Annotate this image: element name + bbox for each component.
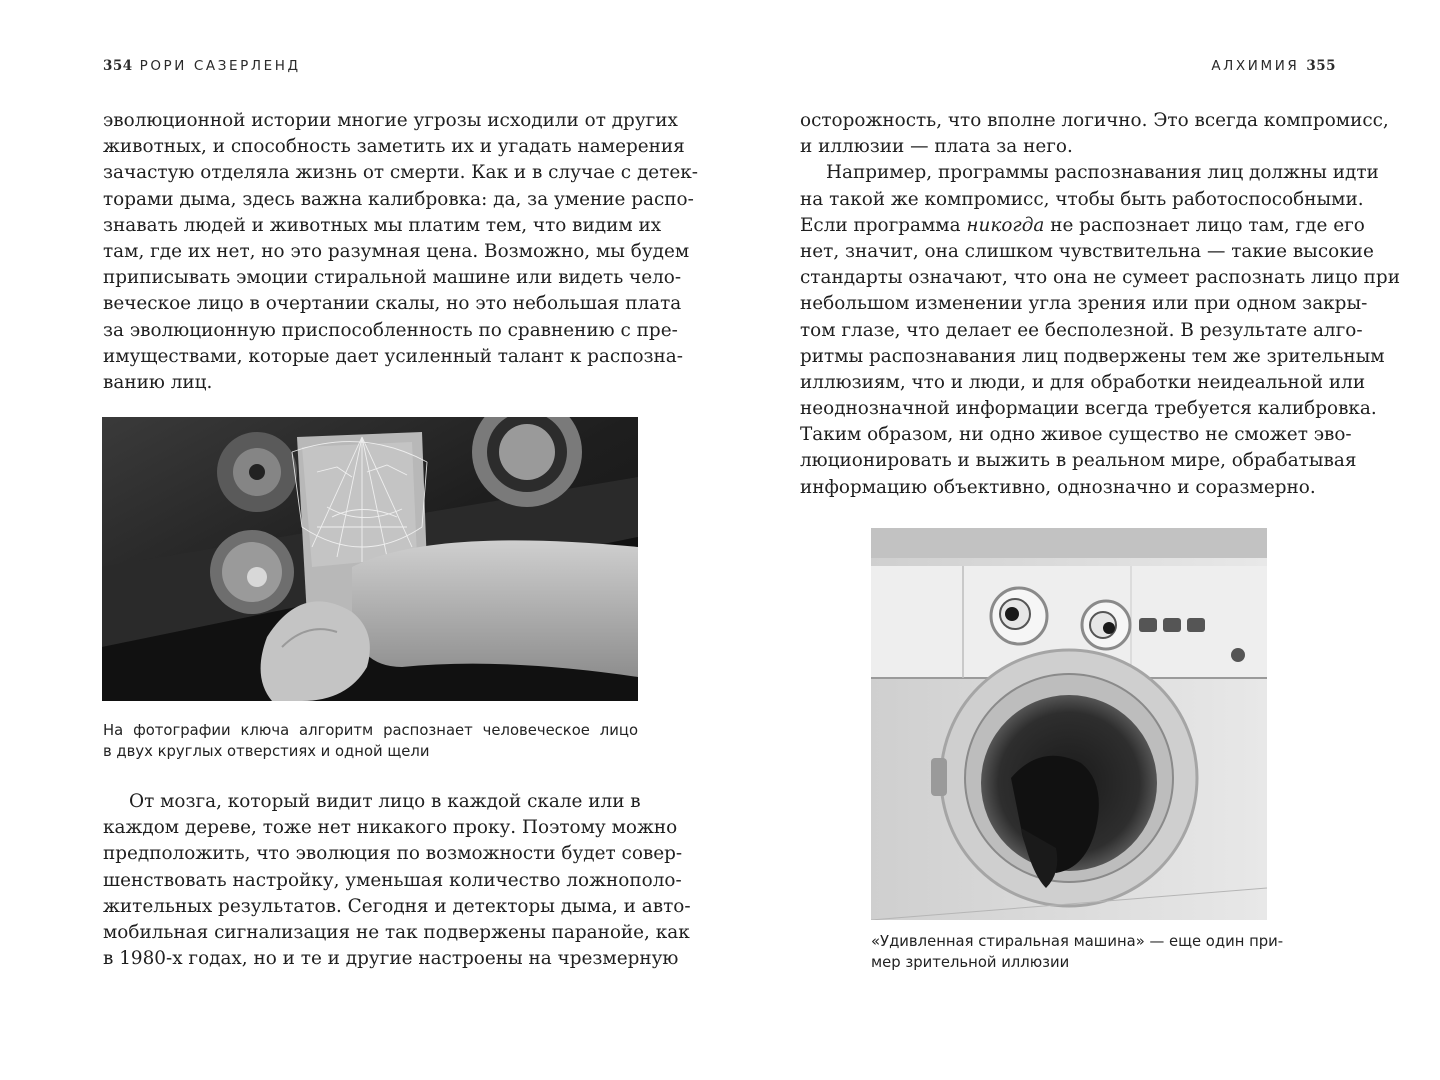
text-line: эволюционной истории многие угрозы исходили от других (103, 110, 678, 131)
running-head-left (103, 58, 301, 74)
washing-machine-photo (871, 528, 1267, 920)
running-head-right (1211, 58, 1336, 74)
text-line: там, где их нет, но это разумная цена. Возможно, мы будем (103, 240, 690, 262)
text-line: небольшом изменении угла зрения или при одном закры- (800, 293, 1368, 315)
emphasis-word: никогда (966, 214, 1045, 236)
caption-line: мер зрительной иллюзии (871, 954, 1070, 971)
text-line: в 1980-х годах, но и те и другие настроены на чрезмерную (103, 948, 679, 970)
text-line-with-emphasis (800, 213, 1365, 239)
text-line: зачастую отделяла жизнь от смерти. Как и в случае с детек- (103, 162, 698, 184)
text-line: информацию объективно, однозначно и соразмерно. (800, 476, 1316, 498)
page-number-right: 355 (1306, 58, 1336, 74)
text-line: жительных результатов. Сегодня и детекторы дыма, и авто- (103, 895, 691, 917)
text-line: на такой же компромисс, чтобы быть работоспособными. (800, 188, 1364, 210)
text-line: мобильная сигнализация не так подвержены паранойе, как (103, 921, 690, 943)
right-page (720, 0, 1440, 1080)
text-line: осторожность, что вполне логично. Это всегда компромисс, (800, 110, 1389, 131)
text-line: животных, и способность заметить их и угадать намерения (103, 136, 685, 158)
text-fragment: Если программа (800, 214, 967, 236)
book-title: АЛХИМИЯ (1211, 58, 1300, 74)
text-line: шенствовать настройку, уменьшая количество ложнополо- (103, 869, 682, 891)
left-figure-caption (103, 720, 638, 762)
author-name: РОРИ САЗЕРЛЕНД (139, 58, 301, 74)
text-line: люционировать и выжить в реальном мире, обрабатывая (800, 450, 1357, 472)
text-line: и иллюзии — плата за него. (800, 136, 1073, 158)
text-line: имуществами, которые дает усиленный талант к распозна- (103, 345, 683, 367)
text-fragment: не распознает лицо там, где его (1044, 214, 1365, 236)
caption-line: «Удивленная стиральная машина» — еще один при- (871, 933, 1284, 950)
right-figure-caption (871, 931, 1284, 973)
text-line: Таким образом, ни одно живое существо не сможет эво- (800, 424, 1352, 446)
text-line: том глазе, что делает ее бесполезной. В результате алго- (800, 319, 1363, 341)
text-line: веческое лицо в очертании скалы, но это небольшая плата (103, 293, 682, 315)
key-face-photo (102, 417, 638, 701)
text-line: приписывать эмоции стиральной машине или видеть чело- (103, 267, 682, 289)
text-line: торами дыма, здесь важна калибровка: да, за умение распо- (103, 188, 694, 210)
text-line: нет, значит, она слишком чувствительна — такие высокие (800, 240, 1374, 262)
page-number-left: 354 (103, 58, 133, 74)
text-line: каждом дереве, тоже нет никакого проку. Поэтому можно (103, 817, 678, 839)
text-line: От мозга, который видит лицо в каждой скале или в (129, 791, 641, 812)
text-line: стандарты означают, что она не сумеет распознать лицо при (800, 267, 1400, 289)
text-line: ванию лиц. (103, 371, 213, 393)
caption-line: На фотографии ключа алгоритм распознает человеческое лицо (103, 722, 638, 739)
text-line: иллюзиям, что и люди, и для обработки неидеальной или (800, 371, 1366, 393)
text-line: знавать людей и животных мы платим тем, что видим их (103, 214, 662, 236)
text-line: ритмы распознавания лиц подвержены тем же зрительным (800, 345, 1385, 367)
caption-line: в двух круглых отверстиях и одной щели (103, 743, 430, 760)
right-text (800, 108, 1400, 501)
left-paragraph-2 (103, 789, 691, 972)
text-line: предположить, что эволюция по возможности будет совер- (103, 843, 683, 865)
text-line: Например, программы распознавания лиц должны идти (826, 162, 1379, 184)
text-line: неоднозначной информации всегда требуется калибровка. (800, 398, 1377, 420)
text-line: за эволюционную приспособленность по сравнению с пре- (103, 319, 678, 341)
left-paragraph-1 (103, 108, 698, 396)
